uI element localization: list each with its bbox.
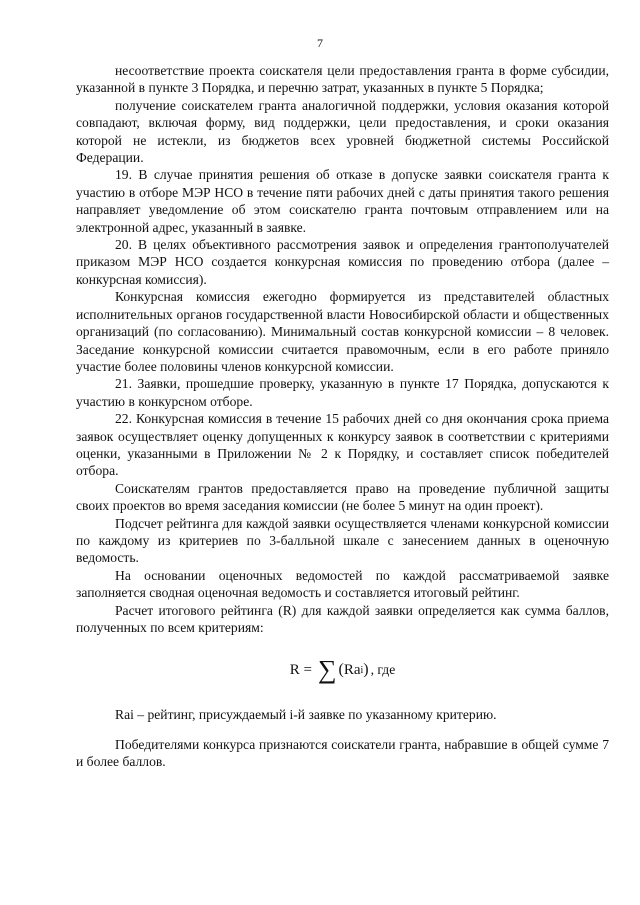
closing-paragraph: Победителями конкурса признаются соискатели гранта, набравшие в общей сумме 7 и более баллов. bbox=[76, 736, 609, 770]
formula-suffix: , где bbox=[370, 662, 396, 678]
paragraph: Соискателям грантов предоставляется право на проведение публичной защиты своих проектов во время заседания комиссии (не более 5 минут на один проект). bbox=[76, 480, 609, 514]
document-body bbox=[76, 62, 609, 771]
sum-symbol: ∑ bbox=[317, 655, 337, 685]
paragraph-item-20: 20. В целях объективного рассмотрения заявок и определения грантополучателей приказом МЭР НСО создается конкурсная комиссия по проведению отбора (далее – конкурсная комиссия). bbox=[76, 237, 609, 287]
paragraph: На основании оценочных ведомостей по каждой рассматриваемой заявке заполняется сводная оценочная ведомость и составляется итоговый рейтинг. bbox=[76, 567, 609, 601]
formula-subscript: i bbox=[360, 664, 364, 676]
formula-lhs: R = bbox=[289, 661, 312, 678]
paragraph: получение соискателем гранта аналогичной поддержки, условия оказания которой совпадают, включая форму, вид поддержки, цели предоставления, и сроки оказания которой не истекли, из бюджетов всех уровней бюджетной системы Российской Федерации. bbox=[76, 97, 609, 166]
page-number: 7 bbox=[317, 36, 323, 50]
paragraph-item-19: 19. В случае принятия решения об отказе в допуске заявки соискателя гранта к участию в отборе МЭР НСО в течение пяти рабочих дней с даты принятия такого решения направляет уведомление об этом соискателю гранта почтовым отправлением или на электронной адрес, указанный в заявке. bbox=[76, 167, 609, 235]
paragraph: Подсчет рейтинга для каждой заявки осуществляется членами конкурсной комиссии по каждому из критериев по 3-балльной шкале с занесением данных в оценочную ведомость. bbox=[76, 515, 609, 566]
formula-open-paren: ( bbox=[338, 661, 344, 679]
definition: Rai – рейтинг, присуждаемый i-й заявке по указанному критерию. bbox=[115, 707, 497, 723]
spacer bbox=[76, 724, 609, 736]
paragraph-item-22: 22. Конкурсная комиссия в течение 15 рабочих дней со дня окончания срока приема заявок осуществляет оценку допущенных к конкурсу заявок в соответствии с критериями оценки, указанными в Приложении № 2 к Порядку, и составляет список победителей отбора. bbox=[76, 411, 609, 479]
paragraph: Конкурсная комиссия ежегодно формируется из представителей областных исполнительных органов государственной власти Новосибирской области и общественных организаций (по согласованию). Минимальный состав конкурсной комиссии – 8 человек. Заседание конкурсной комиссии считается правомочным, если в его работе приняло участие более половины членов конкурсной комиссии. bbox=[76, 289, 609, 374]
paragraph: Расчет итогового рейтинга (R) для каждой заявки определяется как сумма баллов, полученных по всем критериям: bbox=[76, 602, 609, 635]
formula-term: Ra bbox=[343, 661, 361, 678]
rating-formula bbox=[76, 648, 609, 692]
formula-close-paren: ) bbox=[363, 661, 369, 679]
paragraph: несоответствие проекта соискателя цели предоставления гранта в форме субсидии, указанной в пункте 3 Порядка, и перечню затрат, указанных в пункте 5 Порядка; bbox=[76, 63, 609, 96]
paragraph-item-21: 21. Заявки, прошедшие проверку, указанную в пункте 17 Порядка, допускаются к участию в конкурсном отборе. bbox=[76, 376, 609, 409]
